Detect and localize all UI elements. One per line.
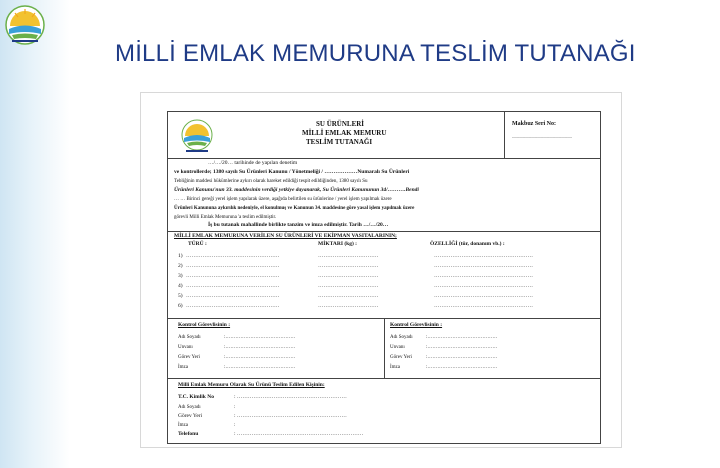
document-frame bbox=[167, 111, 601, 444]
column-ozelligi: ÖZELLİĞİ (tür, donanım vb.) : bbox=[430, 241, 505, 247]
officer-field-label: Unvanı bbox=[390, 345, 405, 350]
recipient-field-value: : bbox=[234, 423, 236, 428]
officer-field-label: Adı Soyadı bbox=[390, 335, 413, 340]
officer-field-label: Adı Soyadı bbox=[178, 335, 201, 340]
recipient-field-value: : bbox=[234, 405, 236, 410]
row-number: 3) bbox=[178, 273, 183, 279]
recipient-field-label: Görev Yeri bbox=[178, 413, 203, 419]
teslim-tutanagi-document bbox=[140, 92, 622, 448]
intro-line: görevli Milli Emlak Memuruna 'a teslim edilmiştir. bbox=[174, 215, 277, 220]
officer-field-value: :…………………………………… bbox=[426, 345, 498, 350]
document-logo bbox=[178, 118, 216, 154]
header-divider bbox=[504, 112, 505, 158]
recipient-field-label: Adı Soyadı bbox=[178, 405, 201, 410]
row-miktari: …………………………… bbox=[318, 253, 379, 259]
column-turu: TÜRÜ : bbox=[188, 241, 207, 247]
doc-title-line2: MİLLİ EMLAK MEMURU bbox=[302, 129, 387, 137]
intro-line: İş bu tutanak mahallinde birlikte tanzim ve imza edilmiştir. Tarih …/…/20… bbox=[208, 222, 389, 228]
officer-field-value: :…………………………………… bbox=[426, 335, 498, 340]
makbuz-label: Makbuz Seri No: bbox=[512, 121, 556, 127]
doc-title-line3: TESLİM TUTANAĞI bbox=[306, 138, 373, 146]
row-miktari: …………………………… bbox=[318, 273, 379, 279]
intro-line: … … Birinci gereği yerel işlem yapılarak üzere, aşağıda belirtilen su ürünlerine / yerel işlem yapılmak üzere bbox=[174, 197, 392, 202]
recipient-field-value: : …………………………………………………… bbox=[234, 394, 347, 400]
row-number: 1) bbox=[178, 253, 183, 259]
row-ozelligi: ……………………………………………… bbox=[434, 253, 533, 259]
officer-field-label: İmza bbox=[390, 365, 400, 370]
officer-field-value: :…………………………………… bbox=[224, 345, 296, 350]
row-turu: …………………………………………… bbox=[186, 303, 280, 309]
section-divider bbox=[168, 231, 600, 232]
row-ozelligi: ……………………………………………… bbox=[434, 273, 533, 279]
ministry-logo bbox=[4, 4, 46, 46]
officer-field-value: :…………………………………… bbox=[426, 355, 498, 360]
column-miktari: MİKTARI (kg) : bbox=[318, 241, 358, 247]
row-ozelligi: ……………………………………………… bbox=[434, 263, 533, 269]
row-ozelligi: ……………………………………………… bbox=[434, 293, 533, 299]
officer-field-value: :…………………………………… bbox=[224, 365, 296, 370]
recipient-field-label: İmza bbox=[178, 423, 188, 428]
slide-title: MİLLİ EMLAK MEMURUNA TESLİM TUTANAĞI bbox=[115, 40, 636, 67]
row-turu: …………………………………………… bbox=[186, 283, 280, 289]
row-miktari: …………………………… bbox=[318, 283, 379, 289]
recipient-field-label: Telefonu bbox=[178, 431, 199, 437]
recipient-title: Milli Emlak Memuru Olarak Su Ürünü Teslim Edilen Kişinin: bbox=[178, 382, 325, 388]
row-ozelligi: ……………………………………………… bbox=[434, 283, 533, 289]
intro-line: Ürünleri Kanunu'nun 33. maddesinin verdiği yetkiye dayanarak, Su Ürünleri Kanununun 34/……….Bendi bbox=[174, 187, 419, 193]
officer-field-label: Unvanı bbox=[178, 345, 193, 350]
row-number: 5) bbox=[178, 293, 183, 299]
row-turu: …………………………………………… bbox=[186, 293, 280, 299]
recipient-field-label: T.C. Kimlik No bbox=[178, 394, 214, 400]
recipient-field-value: : …………………………………………………………… bbox=[234, 431, 364, 437]
row-ozelligi: ……………………………………………… bbox=[434, 303, 533, 309]
row-number: 4) bbox=[178, 283, 183, 289]
row-turu: …………………………………………… bbox=[186, 273, 280, 279]
intro-line: Ürünleri Kanununa aykırılık nedeniyle, el konulmuş ve Kanunun 34. maddesine göre yasal işlem yapılmak üzere bbox=[174, 206, 415, 211]
officer-field-value: :…………………………………… bbox=[224, 355, 296, 360]
row-turu: …………………………………………… bbox=[186, 253, 280, 259]
officer-field-label: İmza bbox=[178, 365, 188, 370]
officer-field-value: :…………………………………… bbox=[426, 365, 498, 370]
doc-title-line1: SU ÜRÜNLERİ bbox=[316, 120, 365, 128]
row-miktari: …………………………… bbox=[318, 303, 379, 309]
row-miktari: …………………………… bbox=[318, 293, 379, 299]
right-officer-title: Kontrol Görevlisinin : bbox=[390, 322, 443, 328]
row-number: 6) bbox=[178, 303, 183, 309]
makbuz-value: ………………………… bbox=[512, 134, 572, 140]
left-officer-title: Kontrol Görevlisinin : bbox=[178, 322, 231, 328]
officers-divider bbox=[384, 318, 385, 378]
recipient-field-value: : …………………………………………………… bbox=[234, 413, 347, 419]
recipient-top-line bbox=[168, 378, 600, 379]
row-miktari: …………………………… bbox=[318, 263, 379, 269]
header-bottom-line bbox=[168, 158, 600, 159]
row-turu: …………………………………………… bbox=[186, 263, 280, 269]
section-title: MİLLİ EMLAK MEMURUNA VERİLEN SU ÜRÜNLERİ VE EKİPMAN VASITALARININ; bbox=[174, 233, 397, 239]
row-number: 2) bbox=[178, 263, 183, 269]
intro-line: ve kontrollerde; 1380 sayılı Su Ürünleri Kanunu / Yönetmeliği / ………………Numaralı Su Ürünleri bbox=[174, 169, 410, 175]
intro-line: …/…/20… tarihinde de yapılan denetim bbox=[208, 160, 298, 166]
officer-field-label: Görev Yeri bbox=[390, 355, 412, 360]
intro-line: Tebliğinin maddesi hükümlerine aykırı olarak hareket edildiği tespit edildiğinden, 1380 sayılı Su bbox=[174, 179, 368, 184]
officer-field-label: Görev Yeri bbox=[178, 355, 200, 360]
officer-field-value: :…………………………………… bbox=[224, 335, 296, 340]
